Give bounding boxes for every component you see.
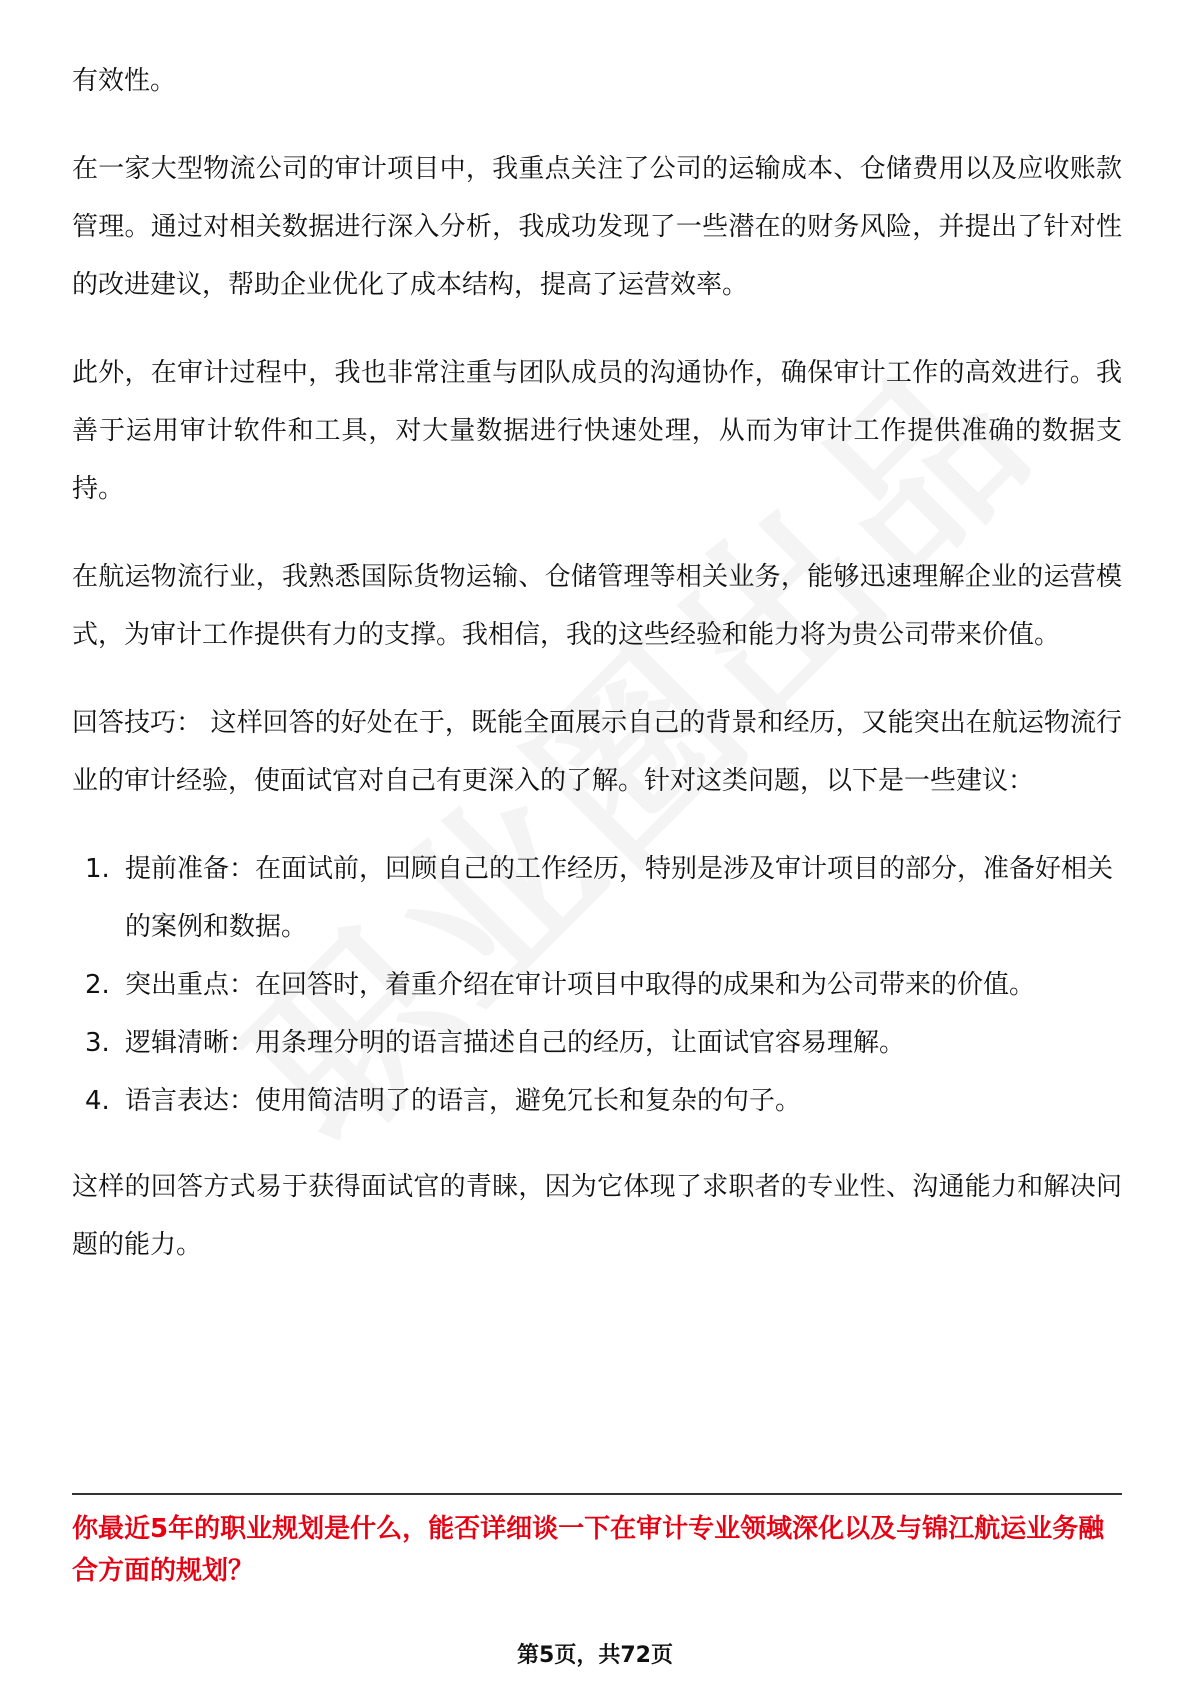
list-item — [72, 1072, 1122, 1130]
list-text: 提前准备：在面试前，回顾自己的工作经历，特别是涉及审计项目的部分，准备好相关的案例和数据。 — [125, 854, 1114, 942]
tips-list — [72, 840, 1122, 1130]
list-item — [72, 1014, 1122, 1072]
paragraph-teamwork: 此外，在审计过程中，我也非常注重与团队成员的沟通协作，确保审计工作的高效进行。我善于运用审计软件和工具，对大量数据进行快速处理，从而为审计工作提供准确的数据支持。 — [72, 358, 1122, 504]
interview-question: 你最近5年的职业规划是什么，能否详细谈一下在审计专业领域深化以及与锦江航运业务融合方面的规划？ — [72, 1514, 1105, 1586]
paragraph-answer-tips: 回答技巧： 这样回答的好处在于，既能全面展示自己的背景和经历，又能突出在航运物流行业的审计经验，使面试官对自己有更深入的了解。针对这类问题，以下是一些建议： — [72, 708, 1122, 796]
list-number: 1. — [85, 854, 110, 884]
list-number: 4. — [85, 1086, 110, 1116]
page-number: 第5页，共72页 — [517, 1643, 673, 1668]
list-text: 突出重点：在回答时，着重介绍在审计项目中取得的成果和为公司带来的价值。 — [125, 970, 1036, 1000]
page-content — [72, 52, 1122, 1304]
list-item — [72, 840, 1122, 956]
paragraph-continuation: 有效性。 — [72, 66, 177, 96]
list-text: 语言表达：使用简洁明了的语言，避免冗长和复杂的句子。 — [125, 1086, 802, 1116]
section-divider — [72, 1493, 1122, 1495]
paragraph-conclusion: 这样的回答方式易于获得面试官的青睐，因为它体现了求职者的专业性、沟通能力和解决问题的能力。 — [72, 1172, 1122, 1260]
list-number: 3. — [85, 1028, 110, 1058]
list-text: 逻辑清晰：用条理分明的语言描述自己的经历，让面试官容易理解。 — [125, 1028, 906, 1058]
list-item — [72, 956, 1122, 1014]
list-number: 2. — [85, 970, 110, 1000]
paragraph-shipping-industry: 在航运物流行业，我熟悉国际货物运输、仓储管理等相关业务，能够迅速理解企业的运营模式，为审计工作提供有力的支撑。我相信，我的这些经验和能力将为贵公司带来价值。 — [72, 562, 1122, 650]
paragraph-logistics-audit: 在一家大型物流公司的审计项目中，我重点关注了公司的运输成本、仓储费用以及应收账款管理。通过对相关数据进行深入分析，我成功发现了一些潜在的财务风险，并提出了针对性的改进建议，帮助企业优化了成本结构，提高了运营效率。 — [72, 154, 1122, 300]
